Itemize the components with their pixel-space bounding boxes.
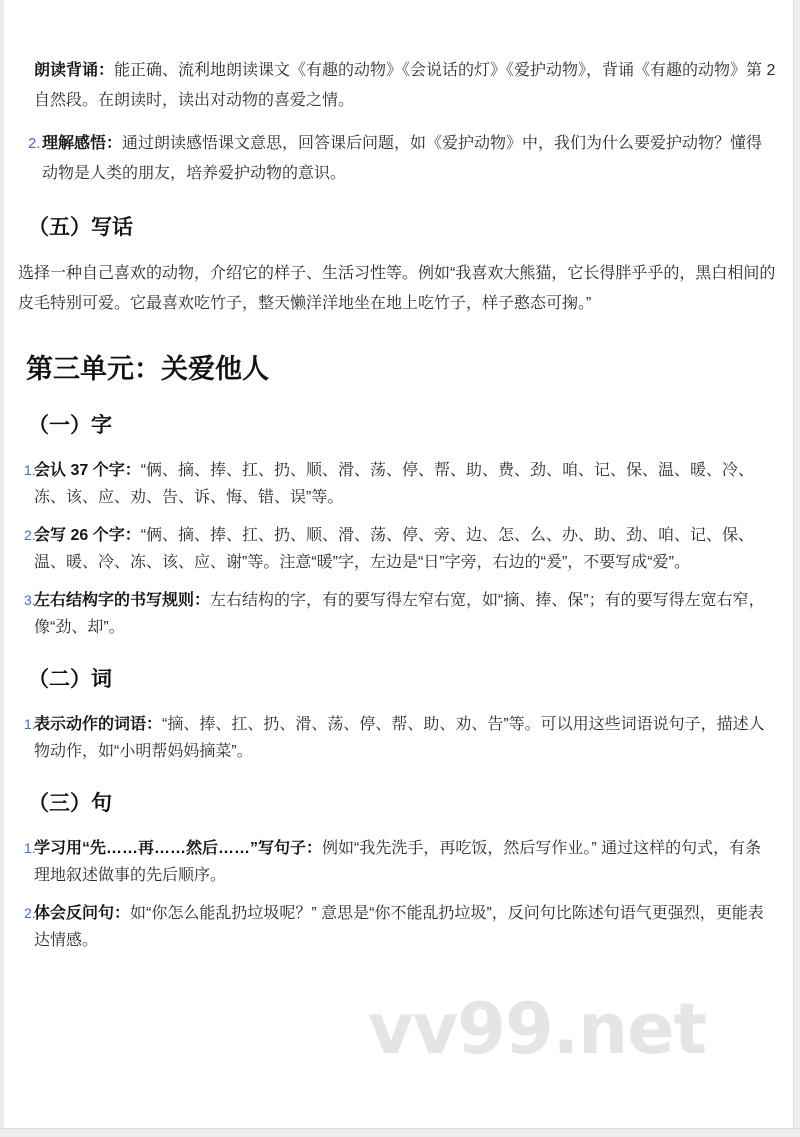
list-item xyxy=(18,56,776,116)
list-item xyxy=(18,587,776,641)
list-item-paragraph xyxy=(34,587,776,641)
list-item xyxy=(18,711,776,765)
item-text: “俩、摘、捧、扛、扔、顺、滑、荡、停、帮、助、费、劲、咱、记、保、温、暖、冷、冻、该、应、劝、告、诉、悔、错、误”等。 xyxy=(34,462,755,506)
list-item xyxy=(18,522,776,576)
unit-heading: 第三单元：关爱他人 xyxy=(26,354,269,384)
item-label: 会认 37 个字： xyxy=(34,462,141,479)
list-item-number: 1. xyxy=(24,716,36,732)
watermark: vv99.net xyxy=(368,988,707,1070)
section-heading-sentences: （三）句 xyxy=(28,792,112,815)
characters-list xyxy=(18,457,776,641)
item-text: “摘、捧、扛、扔、滑、荡、停、帮、助、劝、告”等。可以用这些词语说句子，描述人物动作，如“小明帮妈妈摘菜”。 xyxy=(34,716,765,760)
item-label: 会写 26 个字： xyxy=(34,527,141,544)
list-item-number: 2. xyxy=(28,135,41,152)
list-item-number: 2. xyxy=(24,905,36,921)
section-heading-words: （二）词 xyxy=(28,668,112,691)
item-label: 朗读背诵： xyxy=(34,62,115,79)
list-item-paragraph xyxy=(34,835,776,889)
list-item-paragraph xyxy=(34,56,776,116)
item-label: 学习用“先……再……然后……”写句子： xyxy=(34,840,323,857)
section-heading-characters: （一）字 xyxy=(28,414,112,437)
list-item xyxy=(18,457,776,511)
item-label: 表示动作的词语： xyxy=(34,716,163,733)
list-item-number: 1. xyxy=(24,840,36,856)
list-item-number: 1. xyxy=(24,462,36,478)
item-text: 左右结构的字，有的要写得左窄右宽，如“摘、捧、保”；有的要写得左宽右窄，像“劲、却”。 xyxy=(34,592,765,636)
item-label: 左右结构字的书写规则： xyxy=(34,592,211,609)
item-label: 体会反问句： xyxy=(34,905,131,922)
list-item-number: 2. xyxy=(24,527,36,543)
list-item-paragraph xyxy=(34,522,776,576)
words-list xyxy=(18,711,776,765)
item-text: 如“你怎么能乱扔垃圾呢？” 意思是“你不能乱扔垃圾”，反问句比陈述句语气更强烈，更能表达情感。 xyxy=(34,905,764,949)
sentences-list xyxy=(18,835,776,954)
list-item xyxy=(18,129,776,189)
writing-paragraph: 选择一种自己喜欢的动物，介绍它的样子、生活习性等。例如“我喜欢大熊猫，它长得胖乎乎的，黑白相间的皮毛特别可爱。它最喜欢吃竹子，整天懒洋洋地坐在地上吃竹子，样子憨态可掬。” xyxy=(18,265,776,312)
item-text: 通过朗读感悟课文意思，回答课后问题，如《爱护动物》中，我们为什么要爱护动物？懂得动物是人类的朋友，培养爱护动物的意识。 xyxy=(42,135,763,182)
item-text: 能正确、流利地朗读课文《有趣的动物》《会说话的灯》《爱护动物》，背诵《有趣的动物》第 2 自然段。在朗读时，读出对动物的喜爱之情。 xyxy=(34,62,776,109)
intro-list xyxy=(18,56,776,189)
list-item-paragraph xyxy=(34,457,776,511)
list-item-paragraph xyxy=(34,900,776,954)
item-text: “俩、摘、捧、扛、扔、顺、滑、荡、停、旁、边、怎、么、办、助、劲、咱、记、保、温、暖、冷、冻、该、应、谢”等。注意“暖”字，左边是“日”字旁，右边的“爰”，不要写成“爱”。 xyxy=(34,527,755,571)
list-item-paragraph xyxy=(42,129,776,189)
page-edge-right xyxy=(793,0,800,1137)
list-item xyxy=(18,835,776,889)
item-label: 理解感悟： xyxy=(42,135,123,152)
list-item-paragraph xyxy=(34,711,776,765)
section-heading-writing: （五）写话 xyxy=(28,216,133,239)
item-text: 例如“我先洗手，再吃饭，然后写作业。” 通过这样的句式，有条理地叙述做事的先后顺序。 xyxy=(34,840,762,884)
page-edge-left xyxy=(0,0,4,1137)
page-edge-bottom xyxy=(0,1128,800,1137)
list-item-number: 3. xyxy=(24,592,36,608)
list-item xyxy=(18,900,776,954)
